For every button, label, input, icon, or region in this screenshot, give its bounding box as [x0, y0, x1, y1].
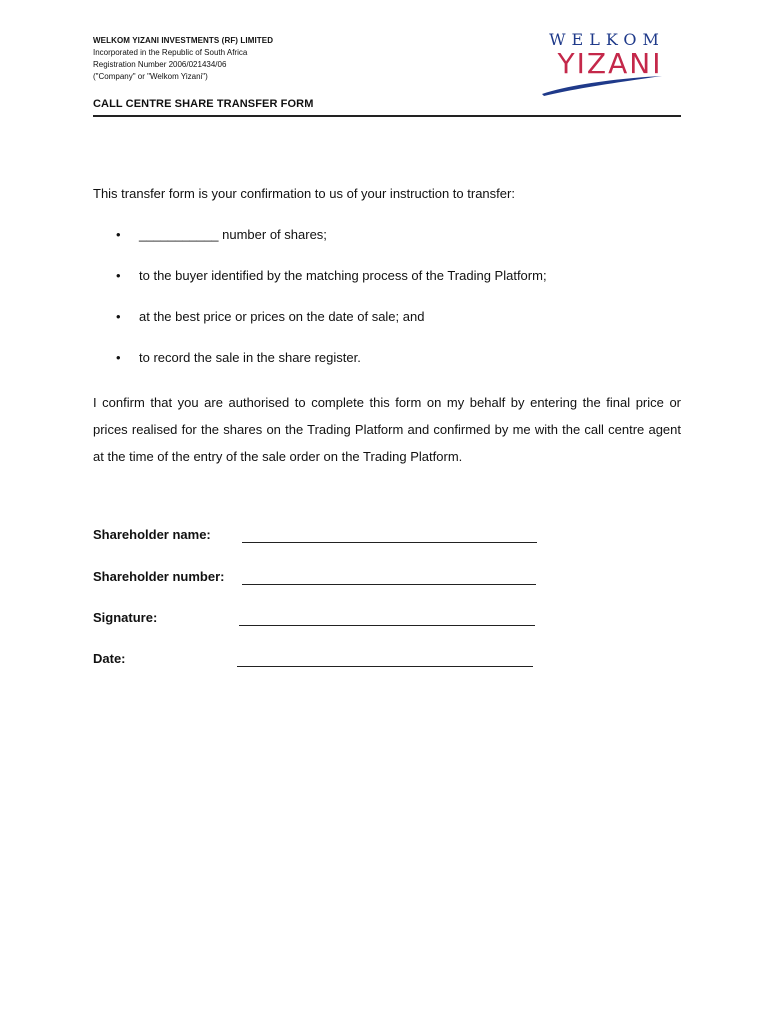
signature-label: Signature: [93, 610, 158, 625]
shareholder-name-field [93, 527, 553, 547]
form-title: CALL CENTRE SHARE TRANSFER FORM [93, 98, 314, 110]
company-name: WELKOM YIZANI INVESTMENTS (RF) LIMITED [93, 36, 274, 45]
shareholder-number-field [93, 569, 553, 589]
shareholder-name-line[interactable] [242, 542, 537, 543]
bullet-icon: • [116, 227, 121, 242]
registration-number: Registration Number 2006/021434/06 [93, 60, 227, 69]
bullet-icon: • [116, 309, 121, 324]
date-field [93, 651, 553, 671]
date-label: Date: [93, 651, 126, 666]
welkom-yizani-logo [532, 26, 682, 100]
signature-line[interactable] [239, 625, 535, 626]
signature-field [93, 610, 553, 630]
logo-bottom-text: YIZANI [557, 47, 663, 80]
shareholder-name-label: Shareholder name: [93, 527, 211, 542]
bullet-icon: • [116, 350, 121, 365]
list-item-text: ___________ number of shares; [139, 227, 327, 242]
list-item-text: at the best price or prices on the date of sale; and [139, 309, 425, 324]
list-item-text: to the buyer identified by the matching process of the Trading Platform; [139, 268, 547, 283]
intro-text: This transfer form is your confirmation to us of your instruction to transfer: [93, 186, 515, 201]
shareholder-number-label: Shareholder number: [93, 569, 225, 584]
bullet-icon: • [116, 268, 121, 283]
title-divider [93, 115, 681, 117]
date-line[interactable] [237, 666, 533, 667]
confirmation-paragraph: I confirm that you are authorised to complete this form on my behalf by entering the final price or prices realised for the shares on the Trading Platform and confirmed by me with the call centre agent at the time of the entry of the sale order on the Trading Platform. [93, 395, 681, 464]
incorporation-text: Incorporated in the Republic of South Africa [93, 48, 248, 57]
list-item-text: to record the sale in the share register. [139, 350, 361, 365]
company-alias: ("Company" or "Welkom Yizani") [93, 72, 208, 81]
company-info [93, 35, 423, 83]
shareholder-number-line[interactable] [242, 584, 536, 585]
logo-top-text: WELKOM [549, 30, 665, 49]
